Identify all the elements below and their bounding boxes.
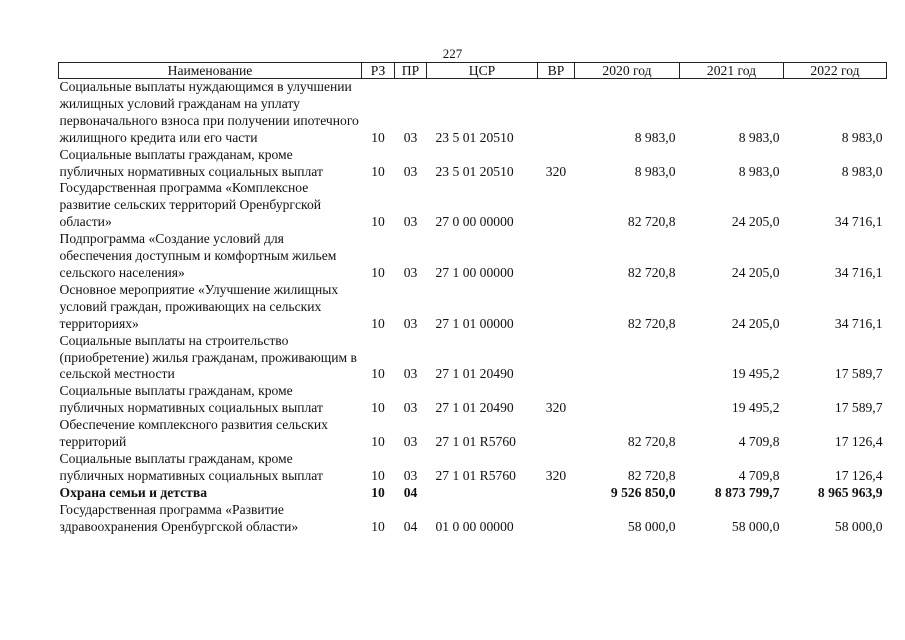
row-name: Социальные выплаты на строительство (приобретение) жилья гражданам, проживающим в сельской местности	[59, 332, 357, 382]
row-name: Социальные выплаты гражданам, кроме публичных нормативных социальных выплат	[59, 450, 323, 483]
row-amount-2021: 19 495,2	[731, 400, 780, 416]
row-vr	[538, 485, 575, 502]
row-rz: 10	[371, 315, 385, 331]
table-row	[59, 502, 887, 536]
row-amount-2020: 82 720,8	[627, 315, 676, 331]
row-amount-2021: 19 495,2	[731, 366, 780, 382]
row-amount-2022: 58 000,0	[834, 518, 883, 534]
row-pr: 03	[403, 434, 418, 450]
header-2021: 2021 год	[680, 63, 784, 79]
header-csr: ЦСР	[427, 63, 538, 79]
row-pr: 03	[403, 366, 418, 382]
header-row	[59, 63, 887, 79]
row-vr	[538, 282, 575, 333]
header-rz: РЗ	[362, 63, 395, 79]
row-name: Подпрограмма «Создание условий для обеспечения доступным и комфортным жильем сельского населения»	[59, 231, 337, 280]
row-csr: 27 1 01 R5760	[435, 434, 516, 450]
row-amount-2020: 9 526 850,0	[610, 484, 676, 500]
row-pr: 04	[403, 518, 418, 534]
row-vr: 320	[545, 467, 567, 483]
table-body	[59, 79, 887, 536]
header-2020: 2020 год	[575, 63, 680, 79]
row-rz: 10	[371, 434, 385, 450]
row-name: Государственная программа «Комплексное развитие сельских территорий Оренбургской области»	[59, 180, 322, 230]
row-amount-2021: 58 000,0	[731, 518, 780, 534]
row-csr: 27 1 01 20490	[435, 400, 514, 416]
table-row	[59, 79, 887, 147]
row-amount-2021: 8 983,0	[738, 129, 780, 145]
row-amount-2020	[575, 333, 680, 384]
row-pr: 03	[403, 467, 418, 483]
row-name: Охрана семьи и детства	[59, 484, 208, 500]
header-2022: 2022 год	[784, 63, 887, 79]
row-csr: 27 1 01 R5760	[435, 467, 516, 483]
row-amount-2021: 24 205,0	[731, 315, 780, 331]
row-name: Государственная программа «Развитие здравоохранения Оренбургской области»	[59, 501, 299, 534]
row-csr: 23 5 01 20510	[435, 129, 514, 145]
budget-table	[58, 62, 887, 535]
row-amount-2021: 8 983,0	[738, 163, 780, 179]
row-vr	[538, 502, 575, 536]
table-row	[59, 485, 887, 502]
row-amount-2020: 82 720,8	[627, 467, 676, 483]
table-row	[59, 451, 887, 485]
table-row	[59, 417, 887, 451]
table-row	[59, 231, 887, 282]
row-amount-2022: 8 983,0	[841, 163, 883, 179]
row-amount-2022: 8 983,0	[841, 129, 883, 145]
row-amount-2021: 4 709,8	[738, 467, 780, 483]
row-vr	[538, 180, 575, 231]
header-pr: ПР	[395, 63, 427, 79]
row-amount-2021: 24 205,0	[731, 264, 780, 280]
row-vr: 320	[545, 400, 567, 416]
row-vr	[538, 333, 575, 384]
row-pr: 03	[403, 214, 418, 230]
row-rz: 10	[371, 467, 385, 483]
row-amount-2020	[575, 383, 680, 417]
row-rz: 10	[371, 518, 385, 534]
row-csr: 01 0 00 00000	[435, 518, 514, 534]
table-row	[59, 147, 887, 181]
row-amount-2021: 24 205,0	[731, 214, 780, 230]
row-pr: 03	[403, 315, 418, 331]
row-csr: 27 1 01 00000	[435, 315, 514, 331]
row-name: Основное мероприятие «Улучшение жилищных условий граждан, проживающих на сельских территориях»	[59, 281, 339, 331]
header-name: Наименование	[59, 63, 362, 79]
row-pr: 03	[403, 129, 418, 145]
row-rz: 10	[371, 264, 385, 280]
row-rz: 10	[371, 163, 385, 179]
row-amount-2022: 8 965 963,9	[817, 484, 883, 500]
row-pr: 03	[403, 264, 418, 280]
row-vr	[538, 417, 575, 451]
row-rz: 10	[371, 400, 385, 416]
table-row	[59, 333, 887, 384]
row-name: Социальные выплаты гражданам, кроме публичных нормативных социальных выплат	[59, 146, 323, 179]
row-amount-2020: 58 000,0	[627, 518, 676, 534]
table-row	[59, 180, 887, 231]
row-pr: 04	[403, 484, 418, 500]
row-name: Социальные выплаты нуждающимся в улучшении жилищных условий гражданам на уплату первоначального взноса при получении ипотечного жилищного кредита или его части	[59, 79, 359, 145]
row-vr: 320	[545, 163, 567, 179]
row-amount-2020: 82 720,8	[627, 264, 676, 280]
row-pr: 03	[403, 400, 418, 416]
page-number: 227	[442, 46, 463, 61]
row-amount-2020: 82 720,8	[627, 434, 676, 450]
row-csr: 27 0 00 00000	[435, 214, 514, 230]
header-vr: ВР	[538, 63, 575, 79]
row-amount-2022: 17 589,7	[834, 400, 883, 416]
row-amount-2022: 34 716,1	[834, 214, 883, 230]
row-amount-2022: 17 126,4	[834, 434, 883, 450]
row-rz: 10	[371, 214, 385, 230]
table-row	[59, 282, 887, 333]
row-csr: 27 1 01 20490	[435, 366, 514, 382]
row-pr: 03	[403, 163, 418, 179]
row-amount-2022: 34 716,1	[834, 264, 883, 280]
row-amount-2022: 17 126,4	[834, 467, 883, 483]
row-amount-2021: 8 873 799,7	[714, 484, 780, 500]
table-header	[59, 63, 887, 79]
row-amount-2022: 17 589,7	[834, 366, 883, 382]
row-name: Обеспечение комплексного развития сельских территорий	[59, 417, 328, 450]
row-csr: 27 1 00 00000	[435, 264, 514, 280]
row-csr	[427, 485, 538, 502]
row-amount-2021: 4 709,8	[738, 434, 780, 450]
row-vr	[538, 231, 575, 282]
row-name: Социальные выплаты гражданам, кроме публичных нормативных социальных выплат	[59, 383, 323, 416]
row-amount-2020: 8 983,0	[634, 129, 676, 145]
table-row	[59, 383, 887, 417]
row-rz: 10	[371, 129, 385, 145]
row-amount-2022: 34 716,1	[834, 315, 883, 331]
row-rz: 10	[371, 484, 385, 500]
row-amount-2020: 8 983,0	[634, 163, 676, 179]
row-csr: 23 5 01 20510	[435, 163, 514, 179]
row-rz: 10	[371, 366, 385, 382]
row-amount-2020: 82 720,8	[627, 214, 676, 230]
row-vr	[538, 79, 575, 147]
